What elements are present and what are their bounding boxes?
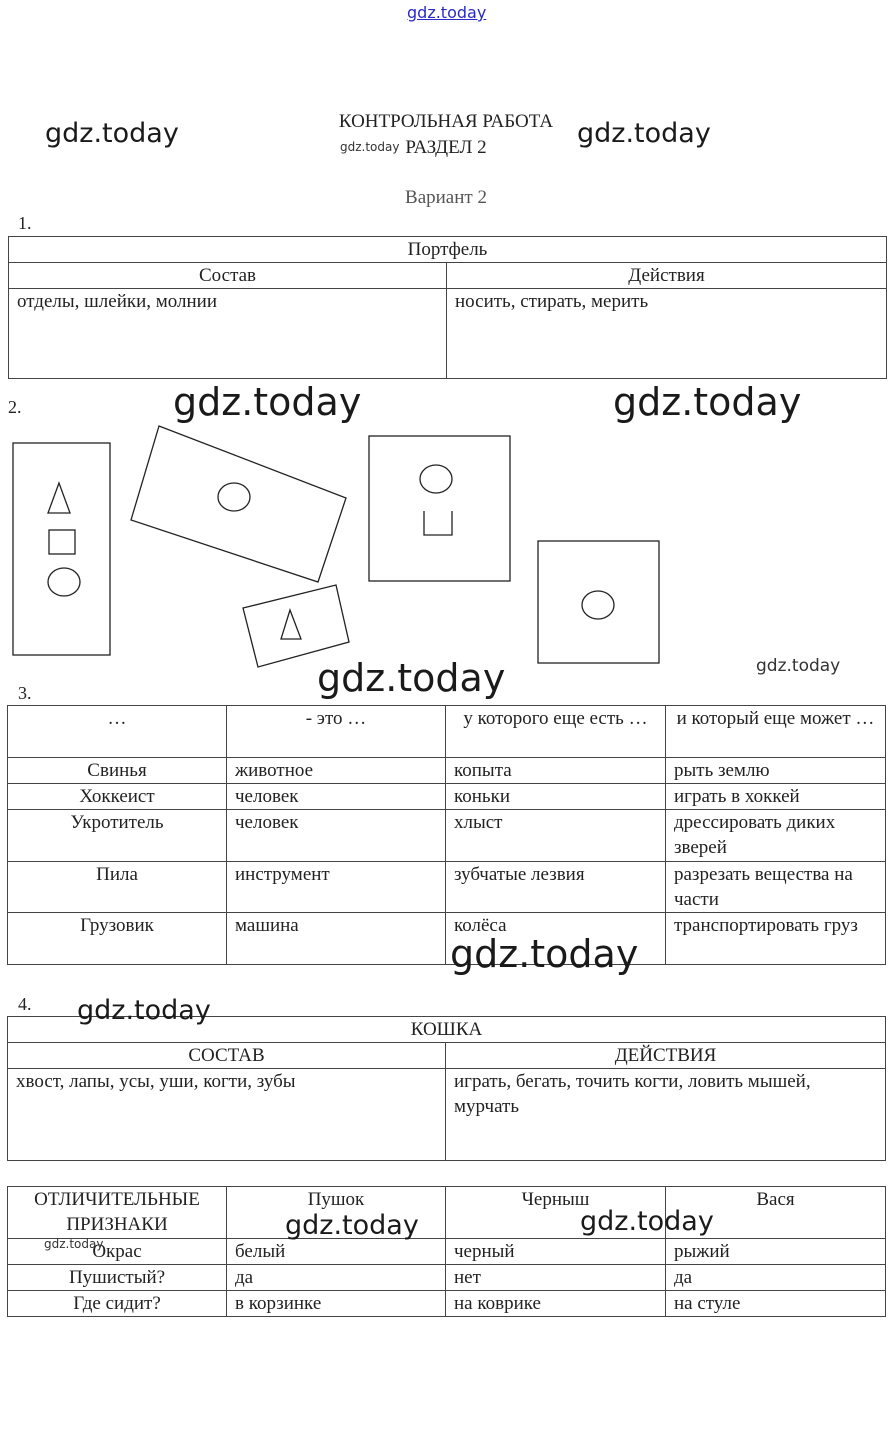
task-5-table (7, 1186, 886, 1317)
watermark: gdz.today (756, 656, 841, 676)
table-cell: Пушистый? (8, 1265, 227, 1291)
table-cell: Хоккеист (8, 784, 227, 810)
table-cell: Грузовик (8, 913, 227, 965)
table-cell: инструмент (227, 862, 446, 913)
task-2-number: 2. (8, 397, 22, 417)
watermark: gdz.today (340, 140, 400, 154)
table-cell: белый (227, 1239, 446, 1265)
task-4-title: КОШКА (8, 1017, 886, 1043)
task-4-col1-header: СОСТАВ (8, 1043, 446, 1069)
task-5-header: Пушок (227, 1187, 446, 1239)
watermark: gdz.today (77, 995, 211, 1026)
table-cell: человек (227, 810, 446, 862)
table-cell: да (666, 1265, 886, 1291)
table-cell: рыжий (666, 1239, 886, 1265)
table-cell: копыта (446, 758, 666, 784)
table-cell: нет (446, 1265, 666, 1291)
watermark-top[interactable]: gdz.today (407, 3, 487, 22)
page-title: КОНТРОЛЬНАЯ РАБОТА (338, 111, 554, 132)
task-5-header: Вася (666, 1187, 886, 1239)
table-cell: Где сидит? (8, 1291, 227, 1317)
task-4-col1-value: хвост, лапы, усы, уши, когти, зубы (8, 1069, 446, 1161)
task-4-col2-value: играть, бегать, точить когти, ловить мышей, мурчать (446, 1069, 886, 1161)
table-cell: хлыст (446, 810, 666, 862)
watermark: gdz.today (45, 118, 179, 149)
table-cell: на коврике (446, 1291, 666, 1317)
table-cell: дрессировать диких зверей (666, 810, 886, 862)
task-3-header: - это … (227, 706, 446, 758)
table-row (8, 1239, 886, 1265)
task-1-col1-header: Состав (9, 263, 447, 289)
table-cell: в корзинке (227, 1291, 446, 1317)
task-3-table (7, 705, 886, 965)
figure-square-circle (538, 541, 659, 663)
task-5-header: Черныш (446, 1187, 666, 1239)
task-1-col2-header: Действия (447, 263, 887, 289)
table-cell: Пила (8, 862, 227, 913)
task-5-header: ОТЛИЧИТЕЛЬНЫЕ ПРИЗНАКИ (8, 1187, 227, 1239)
table-cell: человек (227, 784, 446, 810)
watermark: gdz.today (577, 118, 711, 149)
table-cell: транспортировать груз (666, 913, 886, 965)
table-cell: рыть землю (666, 758, 886, 784)
table-cell: колёса (446, 913, 666, 965)
table-row (8, 758, 886, 784)
task-1-number: 1. (18, 213, 32, 233)
watermark: gdz.today (613, 380, 802, 424)
figure-small-tilted-rectangle (243, 585, 349, 667)
table-row (8, 810, 886, 862)
section-title: РАЗДЕЛ 2 (405, 137, 487, 158)
table-row (8, 862, 886, 913)
watermark: gdz.today (44, 1237, 104, 1251)
task-4-col2-header: ДЕЙСТВИЯ (446, 1043, 886, 1069)
variant-title: Вариант 2 (405, 187, 487, 208)
task-4-table (7, 1016, 886, 1161)
watermark: gdz.today (580, 1206, 714, 1237)
watermark: gdz.today (450, 932, 639, 976)
task-1-col1-value: отделы, шлейки, молнии (9, 289, 447, 379)
task-3-header: и который еще может … (666, 706, 886, 758)
task-2-figures (0, 0, 896, 700)
task-1-col2-value: носить, стирать, мерить (447, 289, 887, 379)
table-cell: да (227, 1265, 446, 1291)
figure-square-circle-cup (369, 436, 510, 581)
table-cell: коньки (446, 784, 666, 810)
table-cell: зубчатые лезвия (446, 862, 666, 913)
watermark: gdz.today (173, 380, 362, 424)
table-cell: Окрас (8, 1239, 227, 1265)
table-cell: Свинья (8, 758, 227, 784)
task-4-number: 4. (18, 994, 32, 1014)
table-cell: животное (227, 758, 446, 784)
table-row (8, 784, 886, 810)
watermark: gdz.today (317, 656, 506, 700)
figure-tall-rectangle (13, 443, 110, 655)
table-cell: Укротитель (8, 810, 227, 862)
table-row (8, 913, 886, 965)
table-cell: разрезать вещества на части (666, 862, 886, 913)
task-1-title: Портфель (9, 237, 887, 263)
table-row (8, 1265, 886, 1291)
task-3-number: 3. (18, 683, 32, 703)
table-row (8, 1291, 886, 1317)
table-cell: машина (227, 913, 446, 965)
task-3-header: у которого еще есть … (446, 706, 666, 758)
table-cell: черный (446, 1239, 666, 1265)
table-cell: играть в хоккей (666, 784, 886, 810)
figure-tilted-rectangle (131, 426, 346, 582)
table-cell: на стуле (666, 1291, 886, 1317)
watermark: gdz.today (285, 1210, 419, 1241)
task-3-header: … (8, 706, 227, 758)
